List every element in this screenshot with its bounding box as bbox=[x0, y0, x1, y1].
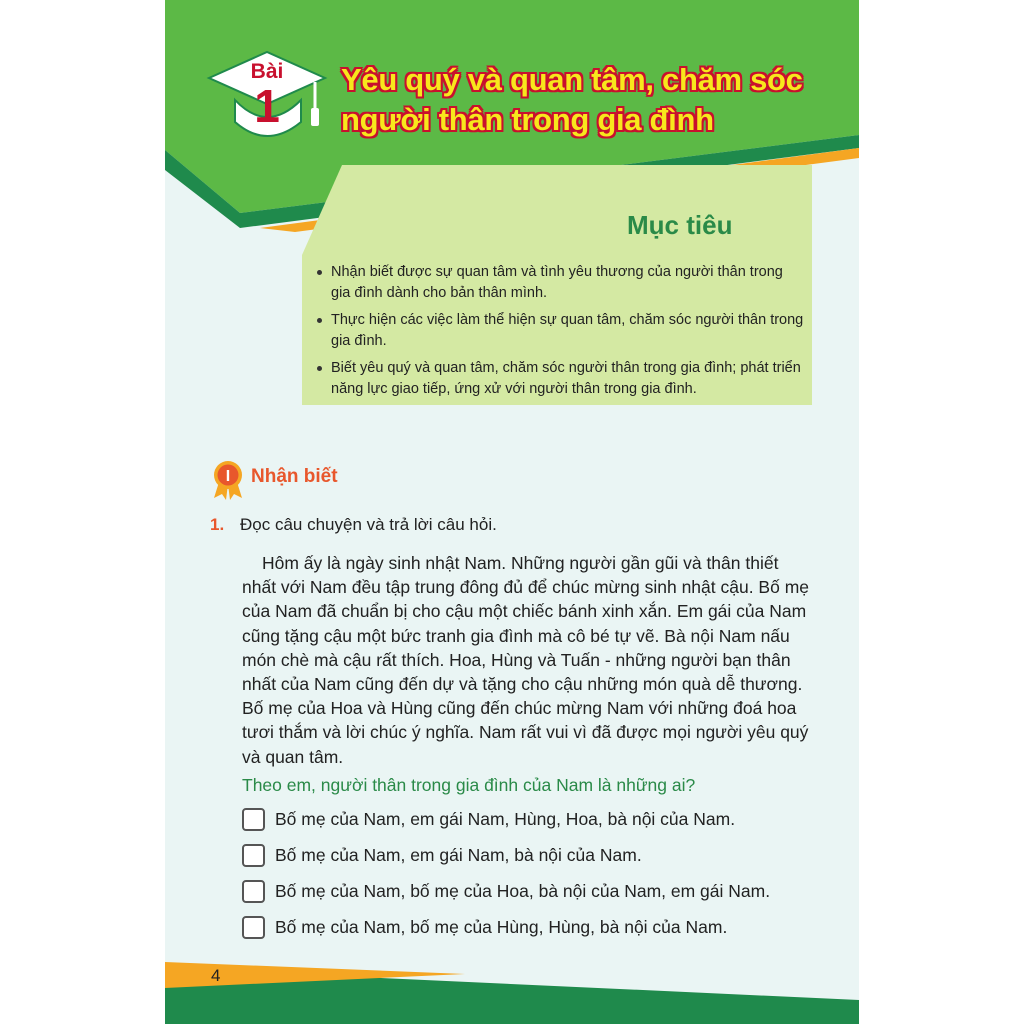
page-number: 4 bbox=[211, 966, 221, 985]
medal-icon bbox=[211, 460, 245, 500]
story-paragraph: Hôm ấy là ngày sinh nhật Nam. Những người gần gũi và thân thiết nhất với Nam đều tập trung đông đủ để chúc mừng sinh nhật cậu. Bố mẹ của Nam đã chuẩn bị cho cậu một chiếc bánh xinh xắn. Em gái của Nam cũng tặng cậu một bức tranh gia đình mà cô bé tự vẽ. Bà nội Nam nấu món chè mà cậu rất thích. Hoa, Hùng và Tuấn - những người bạn thân nhất của Nam cũng đến dự và tặng cho cậu những món quà dễ thương. Bố mẹ của Hoa và Hùng cũng đến chúc mừng Nam với những đoá hoa tươi thắm và lời chúc ý nghĩa. Nam rất vui vì đã được mọi người yêu quý và quan tâm. bbox=[242, 553, 810, 767]
answer-label: Bố mẹ của Nam, bố mẹ của Hùng, Hùng, bà nội của Nam. bbox=[275, 917, 728, 937]
lesson-number: 1 bbox=[254, 80, 280, 132]
answer-checkbox[interactable] bbox=[242, 844, 265, 867]
section-badge-number: I bbox=[225, 468, 231, 485]
exercise-instruction: Đọc câu chuyện và trả lời câu hỏi. bbox=[240, 515, 497, 534]
objective-item: Biết yêu quý và quan tâm, chăm sóc người thân trong gia đình; phát triển năng lực giao tiếp, ứng xử với người thân trong gia đình. bbox=[315, 358, 805, 400]
answer-option[interactable] bbox=[242, 916, 727, 939]
answer-option[interactable] bbox=[242, 880, 770, 903]
lesson-title-line-1: Yêu quý và quan tâm, chăm sóc bbox=[341, 62, 803, 97]
answer-option[interactable] bbox=[242, 844, 642, 867]
objective-item: Thực hiện các việc làm thể hiện sự quan tâm, chăm sóc người thân trong gia đình. bbox=[315, 310, 805, 352]
answer-checkbox[interactable] bbox=[242, 916, 265, 939]
section-title: Nhận biết bbox=[251, 466, 338, 487]
objective-item: Nhận biết được sự quan tâm và tình yêu thương của người thân trong gia đình dành cho bản thân mình. bbox=[315, 262, 805, 304]
answer-label: Bố mẹ của Nam, em gái Nam, bà nội của Nam. bbox=[275, 845, 642, 865]
answer-label: Bố mẹ của Nam, em gái Nam, Hùng, Hoa, bà nội của Nam. bbox=[275, 809, 736, 829]
question-text: Theo em, người thân trong gia đình của Nam là những ai? bbox=[242, 775, 696, 795]
objectives-list bbox=[315, 262, 805, 406]
textbook-page bbox=[165, 0, 859, 1024]
answer-option[interactable] bbox=[242, 808, 735, 831]
answer-checkbox[interactable] bbox=[242, 808, 265, 831]
lesson-title-line-2: người thân trong gia đình bbox=[341, 102, 714, 137]
answer-checkbox[interactable] bbox=[242, 880, 265, 903]
lesson-title bbox=[341, 60, 803, 140]
lesson-label: Bài bbox=[250, 60, 284, 83]
objectives-title: Mục tiêu bbox=[627, 210, 733, 240]
answer-label: Bố mẹ của Nam, bố mẹ của Hoa, bà nội của Nam, em gái Nam. bbox=[275, 881, 771, 901]
page-background bbox=[165, 0, 859, 1024]
exercise-number: 1. bbox=[210, 515, 225, 534]
